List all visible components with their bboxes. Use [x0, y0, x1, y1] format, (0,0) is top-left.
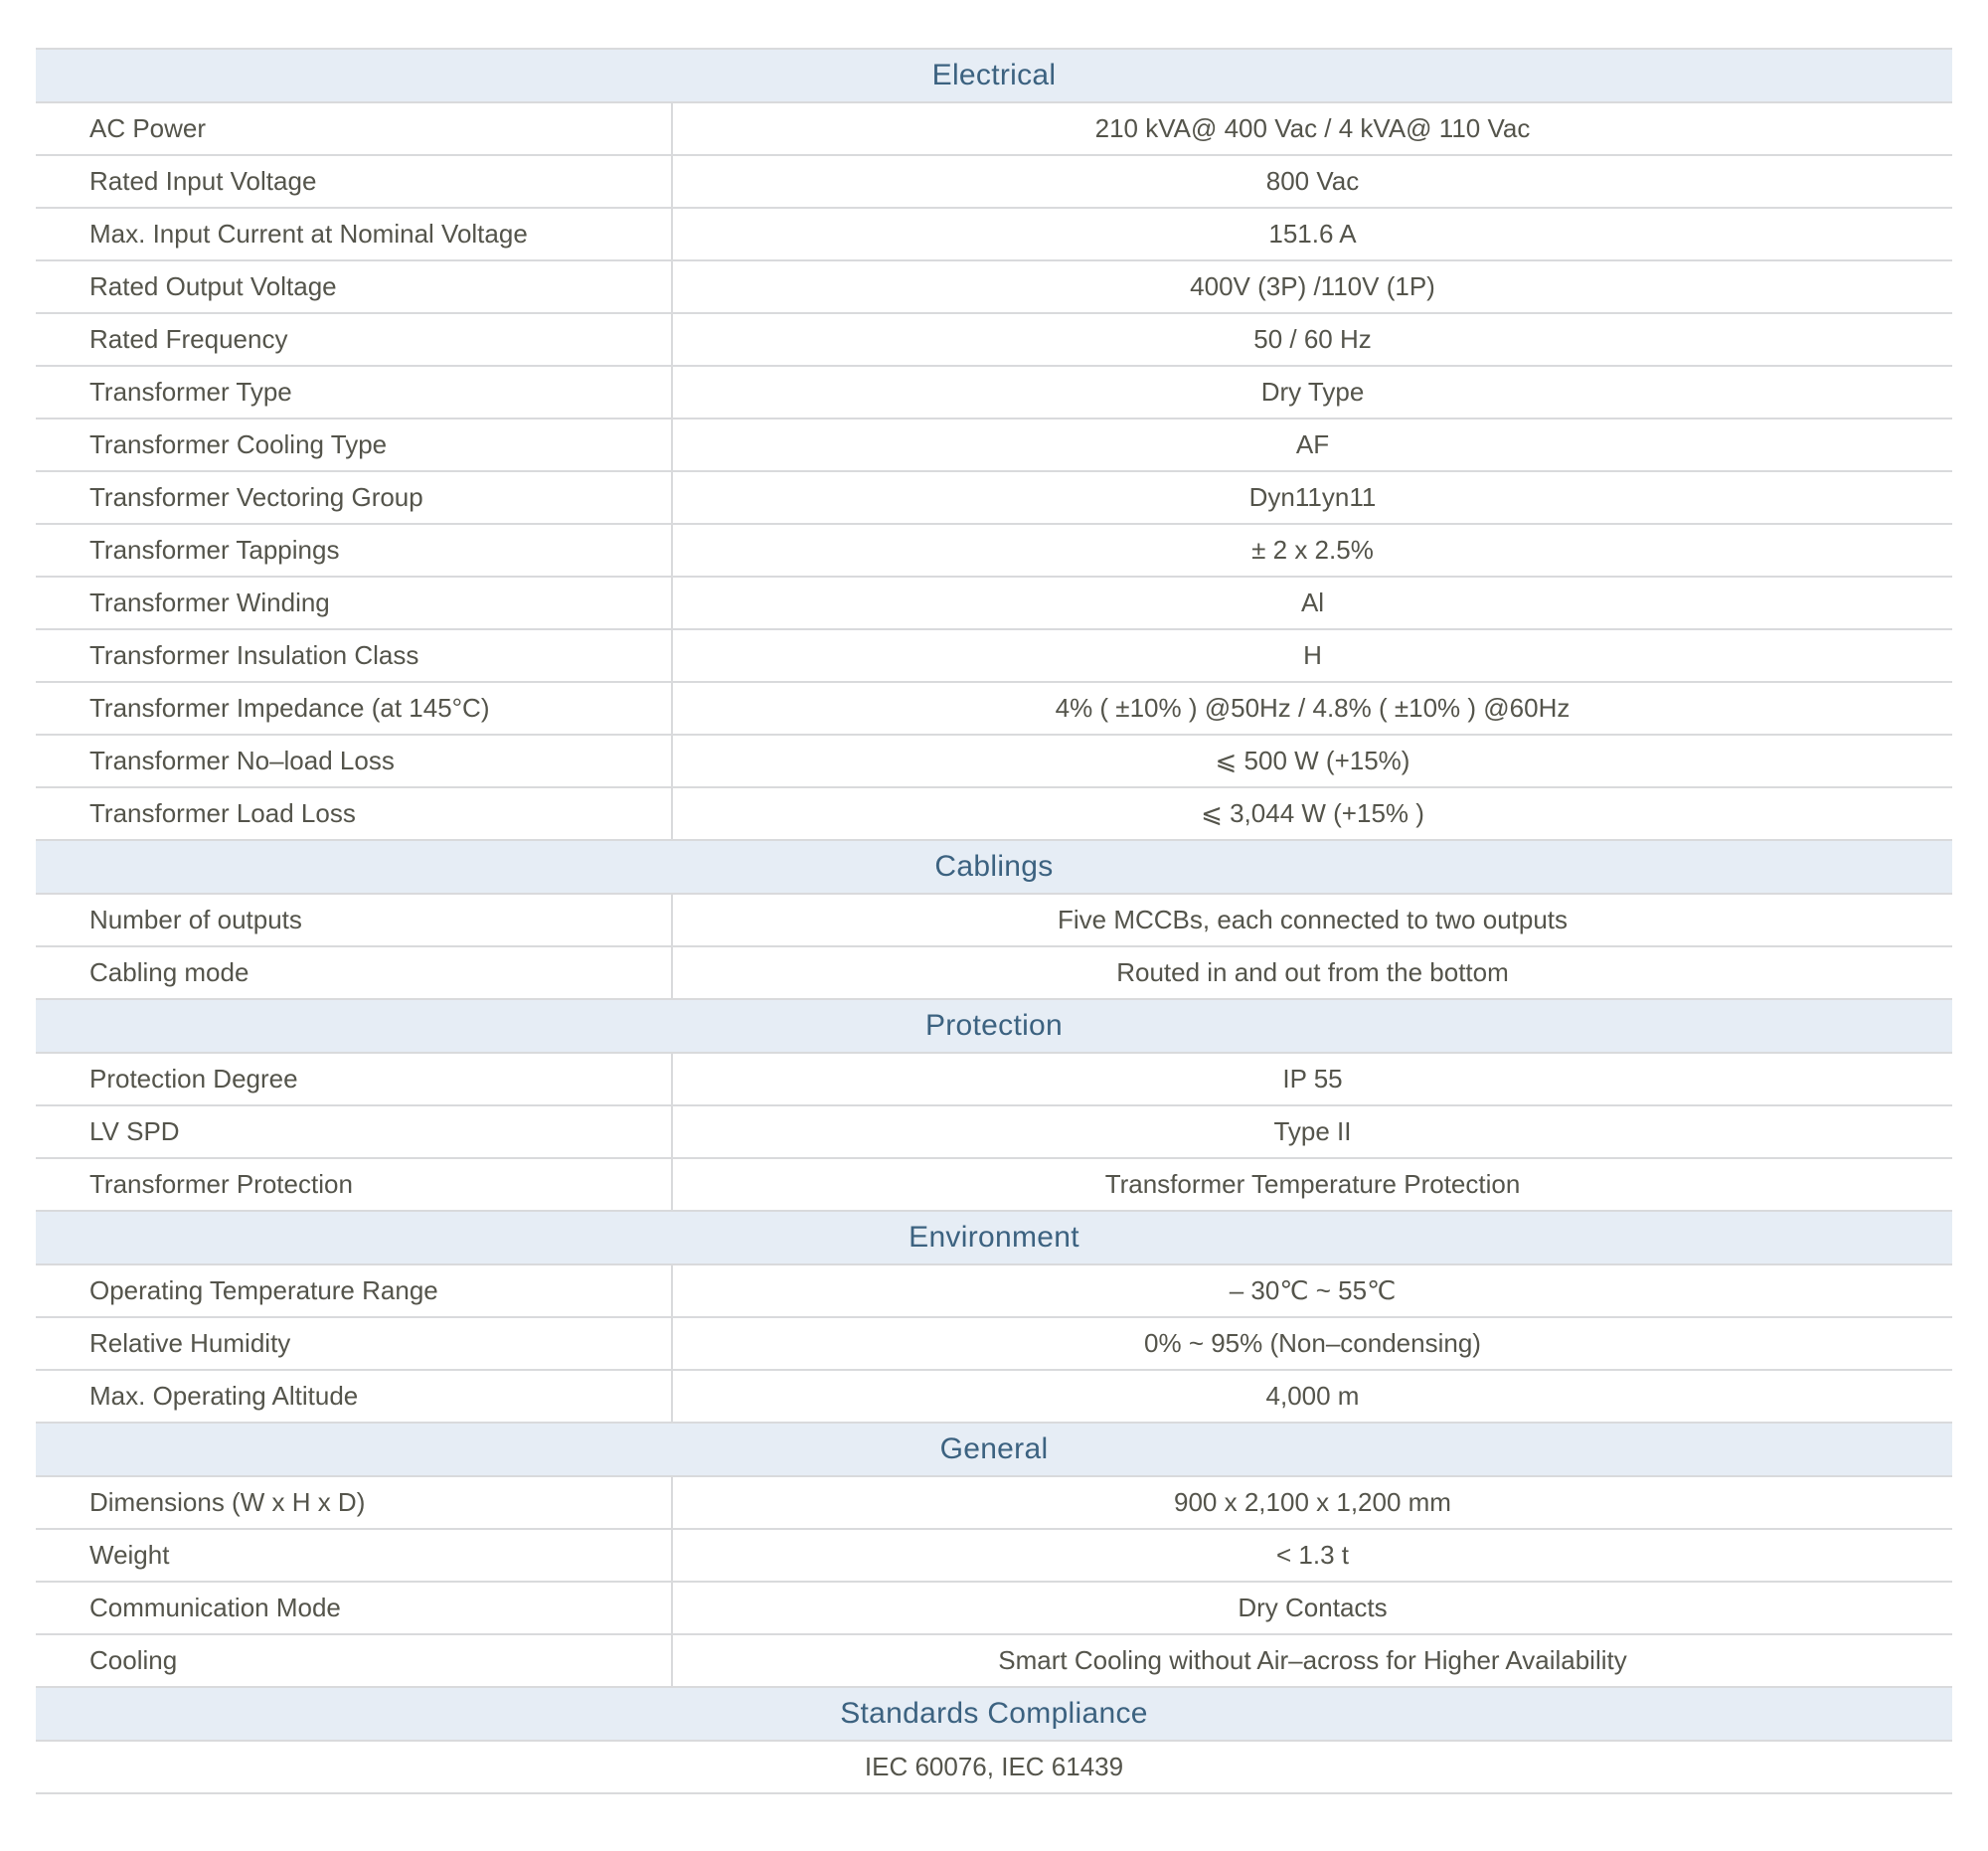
table-row: [36, 525, 1952, 578]
spec-label: Max. Operating Altitude: [36, 1371, 673, 1422]
spec-label: Relative Humidity: [36, 1318, 673, 1369]
table-row: [36, 683, 1952, 736]
spec-value: Five MCCBs, each connected to two outputs: [1057, 905, 1569, 934]
spec-value: < 1.3 t: [1276, 1540, 1349, 1570]
spec-value: ± 2 x 2.5%: [1251, 535, 1374, 565]
table-row: [36, 1159, 1952, 1212]
spec-value: IP 55: [1282, 1064, 1343, 1094]
table-row: [36, 947, 1952, 1000]
spec-value: Transformer Temperature Protection: [1104, 1169, 1521, 1199]
spec-value: 900 x 2,100 x 1,200 mm: [1174, 1487, 1451, 1517]
spec-value: ⩽ 500 W (+15%): [1215, 746, 1410, 775]
table-row: [36, 1106, 1952, 1159]
spec-value: Dry Type: [1260, 377, 1365, 407]
spec-label: Rated Frequency: [36, 314, 673, 365]
spec-label: Max. Input Current at Nominal Voltage: [36, 209, 673, 259]
table-row: [36, 209, 1952, 261]
spec-label: Number of outputs: [36, 895, 673, 945]
spec-value: 0% ~ 95% (Non–condensing): [1144, 1328, 1481, 1358]
table-row: [36, 261, 1952, 314]
table-row: [36, 578, 1952, 630]
spec-label: Transformer Protection: [36, 1159, 673, 1210]
section-header-environment: Environment: [36, 1212, 1952, 1265]
spec-value: 4% ( ±10% ) @50Hz / 4.8% ( ±10% ) @60Hz: [1055, 693, 1571, 723]
section-header-general: General: [36, 1424, 1952, 1477]
spec-label: Transformer Tappings: [36, 525, 673, 576]
spec-label: Transformer Cooling Type: [36, 420, 673, 470]
table-row: [36, 788, 1952, 841]
spec-label: Communication Mode: [36, 1583, 673, 1633]
spec-label: Cabling mode: [36, 947, 673, 998]
spec-label: Weight: [36, 1530, 673, 1581]
spec-table: [36, 48, 1952, 1794]
section-header-cablings: Cablings: [36, 841, 1952, 895]
table-row: [36, 1477, 1952, 1530]
spec-label: Transformer Vectoring Group: [36, 472, 673, 523]
spec-label: Protection Degree: [36, 1054, 673, 1104]
table-row: [36, 1583, 1952, 1635]
table-row: [36, 1371, 1952, 1424]
spec-label: Transformer Type: [36, 367, 673, 418]
spec-value: 50 / 60 Hz: [1253, 324, 1372, 354]
section-header-protection: Protection: [36, 1000, 1952, 1054]
spec-label: Transformer No–load Loss: [36, 736, 673, 786]
spec-value: H: [1303, 640, 1322, 670]
spec-value: – 30℃ ~ 55℃: [1229, 1275, 1397, 1305]
spec-label: Transformer Winding: [36, 578, 673, 628]
spec-label: LV SPD: [36, 1106, 673, 1157]
table-row: [36, 314, 1952, 367]
spec-label: Cooling: [36, 1635, 673, 1686]
spec-value: Dry Contacts: [1238, 1593, 1388, 1622]
table-row: [36, 472, 1952, 525]
spec-value: 210 kVA@ 400 Vac / 4 kVA@ 110 Vac: [1094, 113, 1531, 143]
spec-label: Transformer Insulation Class: [36, 630, 673, 681]
table-row: [36, 736, 1952, 788]
section-header-standards-compliance: Standards Compliance: [36, 1688, 1952, 1742]
spec-value: Routed in and out from the bottom: [1116, 957, 1509, 987]
table-row: [36, 1530, 1952, 1583]
section-header-electrical: Electrical: [36, 50, 1952, 103]
spec-label: Rated Input Voltage: [36, 156, 673, 207]
spec-value: 4,000 m: [1265, 1381, 1360, 1411]
table-row: [36, 367, 1952, 420]
spec-value: Dyn11yn11: [1248, 482, 1377, 512]
table-row: [36, 1054, 1952, 1106]
spec-label: Transformer Load Loss: [36, 788, 673, 839]
spec-label: AC Power: [36, 103, 673, 154]
spec-label: Rated Output Voltage: [36, 261, 673, 312]
table-row: [36, 156, 1952, 209]
table-row: [36, 103, 1952, 156]
spec-full-value: IEC 60076, IEC 61439: [36, 1742, 1952, 1794]
spec-value: Type II: [1273, 1116, 1352, 1146]
spec-label: Transformer Impedance (at 145°C): [36, 683, 673, 734]
table-row: [36, 420, 1952, 472]
table-row: [36, 895, 1952, 947]
spec-value: Smart Cooling without Air–across for Higher Availability: [998, 1645, 1627, 1675]
spec-value: Al: [1300, 588, 1325, 617]
spec-value: 800 Vac: [1265, 166, 1360, 196]
spec-label: Dimensions (W x H x D): [36, 1477, 673, 1528]
table-row: [36, 630, 1952, 683]
spec-value: AF: [1295, 429, 1330, 459]
table-row: [36, 1635, 1952, 1688]
spec-value: 400V (3P) /110V (1P): [1190, 271, 1435, 301]
spec-label: Operating Temperature Range: [36, 1265, 673, 1316]
table-row: [36, 1265, 1952, 1318]
table-row: [36, 1318, 1952, 1371]
spec-value: ⩽ 3,044 W (+15% ): [1201, 798, 1424, 828]
spec-value: 151.6 A: [1268, 219, 1357, 249]
